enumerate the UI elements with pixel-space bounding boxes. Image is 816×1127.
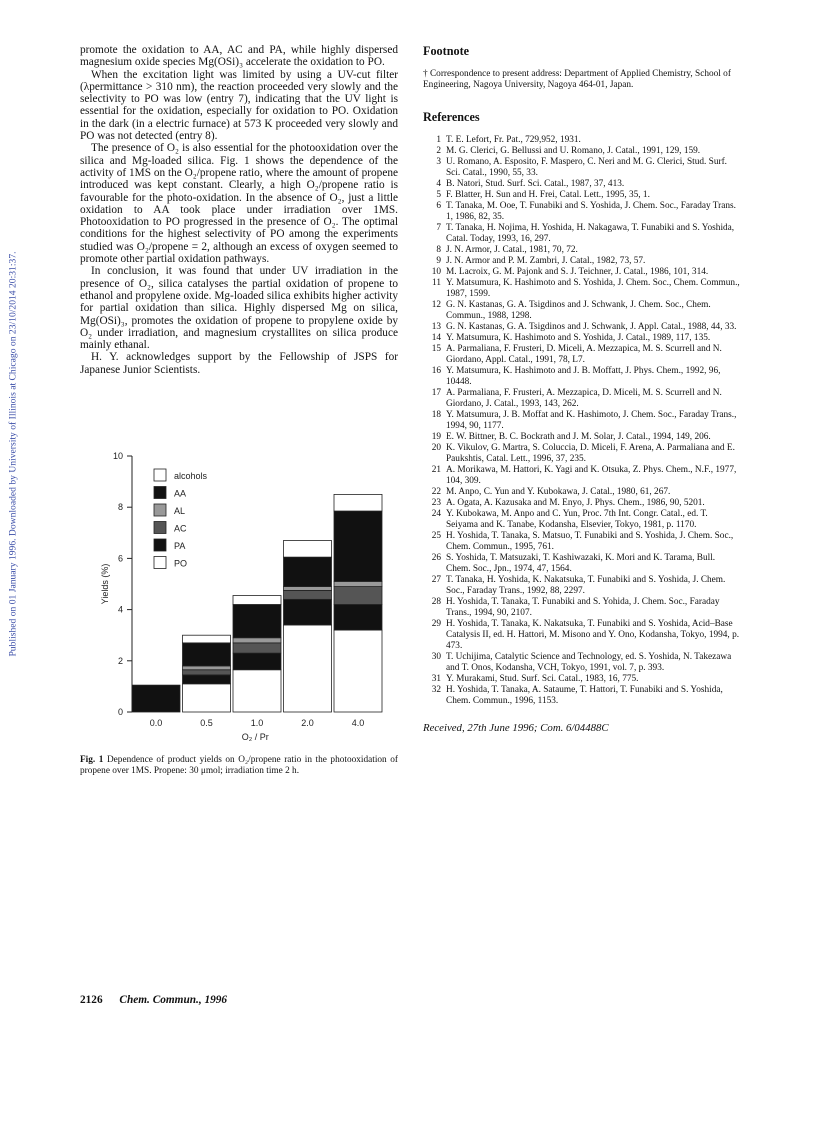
- y-tick-label: 10: [112, 451, 123, 461]
- page-footer: [80, 994, 227, 1006]
- reference-text: G. N. Kastanas, G. A. Tsigdinos and J. Schwank, J. Chem. Soc., Chem. Commun., 1988, 1298.: [446, 299, 711, 321]
- reference-number: 10: [431, 266, 441, 277]
- x-axis-label: O₂ / Pr: [241, 732, 269, 742]
- body-paragraph: The presence of O₂ is also essential for the photooxidation over the silica and Mg-loaded silica. Fig. 1 shows the dependence of the activity of 1MS on the O₂/propene ratio, where the amount of propene introduced was kept constant. Clearly, a high O₂/propene ratio is favourable for the photo-oxidation. In the absence of O₂, just a little oxidation to AA took place under irradiation over 1MS. Photooxidation to PO progressed in the presence of O₂. The optimal conditions for the highest selectivity of PO among the experiments studied was O₂/propene = 2, although an excess of oxygen seemed to promote other partial oxidation pathways.: [80, 142, 398, 266]
- reference-item: [423, 509, 741, 531]
- y-tick-label: 0: [117, 707, 123, 717]
- body-paragraph: In conclusion, it was found that under UV irradiation in the presence of O₂, silica catalyses the partial oxidation of propene to ethanol and propylene oxide. Mg-loaded silica exhibits higher activity for partial oxidation than silica. Highly dispersed Mg on silica, Mg(OSi)₃, promotes the oxidation of propene to propylene oxide by O₂ under irradiation, and magnesium crystallites on silica produce mainly ethanal.: [80, 265, 398, 352]
- reference-text: A. Ogata, A. Kazusaka and M. Enyo, J. Phys. Chem., 1986, 90, 5201.: [446, 497, 705, 508]
- footnote-heading: Footnote: [423, 44, 470, 58]
- reference-item: [423, 267, 741, 278]
- reference-text: J. N. Armor and P. M. Zambri, J. Catal., 1982, 73, 57.: [446, 255, 646, 266]
- bar-segment-aa: [334, 511, 382, 581]
- reference-number: 32: [431, 684, 441, 695]
- y-tick-label: 6: [117, 553, 123, 564]
- acknowledgement: H. Y. acknowledges support by the Fellowship of JSPS for Japanese Junior Scientists.: [80, 351, 398, 376]
- reference-text: S. Yoshida, T. Matsuzaki, T. Kashiwazaki, K. Mori and K. Tarama, Bull. Chem. Soc., Jpn., 1974, 47, 1564.: [446, 552, 716, 574]
- reference-item: [423, 190, 741, 201]
- bar-segment-ac: [233, 643, 281, 653]
- reference-text: M. Anpo, C. Yun and Y. Kubokawa, J. Catal., 1980, 61, 267.: [446, 486, 671, 497]
- reference-item: [423, 674, 741, 685]
- reference-item: [423, 619, 741, 652]
- legend-label: AL: [174, 506, 186, 516]
- reference-item: [423, 685, 741, 707]
- figure-caption-text: Dependence of product yields on O₂/propene ratio in the photooxidation of propene over 1MS. Propene: 30 μmol; irradiation time 2 h.: [80, 755, 398, 777]
- x-tick-label: 0.5: [200, 718, 213, 728]
- reference-item: [423, 146, 741, 157]
- reference-number: 12: [431, 299, 441, 310]
- reference-number: 16: [431, 365, 441, 376]
- reference-item: [423, 157, 741, 179]
- reference-text: T. Tanaka, M. Ooe, T. Funabiki and S. Yoshida, J. Chem. Soc., Faraday Trans. 1, 1986, 82, 35.: [446, 200, 736, 222]
- reference-text: J. N. Armor, J. Catal., 1981, 70, 72.: [446, 244, 578, 255]
- reference-text: A. Parmaliana, F. Frusteri, A. Mezzapica, D. Miceli, M. S. Scurrell and N. Giordano, J. Catal., 1993, 143, 262.: [446, 387, 722, 409]
- reference-item: [423, 179, 741, 190]
- reference-number: 22: [431, 486, 441, 497]
- y-tick-label: 8: [117, 502, 123, 513]
- reference-list: [423, 135, 741, 707]
- bar-segment-alcohols: [334, 494, 382, 511]
- footnote-text: † Correspondence to present address: Department of Applied Chemistry, School of Engineering, Nagoya University, Nagoya 464-01, Japan.: [423, 69, 731, 91]
- reference-item: [423, 597, 741, 619]
- reference-number: 15: [431, 343, 441, 354]
- reference-item: [423, 410, 741, 432]
- reference-number: 27: [431, 574, 441, 585]
- reference-number: 6: [436, 200, 441, 211]
- bar-segment-po: [183, 684, 231, 712]
- legend-label: AC: [174, 523, 187, 534]
- x-tick-label: 4.0: [351, 718, 365, 728]
- legend-swatch: [154, 539, 166, 551]
- bar-segment-po: [284, 625, 332, 712]
- download-watermark: [3, 244, 23, 664]
- reference-number: 30: [431, 651, 441, 662]
- bar-segment-alcohols: [233, 596, 281, 605]
- reference-text: T. Tanaka, H. Nojima, H. Yoshida, H. Nakagawa, T. Funabiki and S. Yoshida, Catal. Today, 1993, 16, 297.: [446, 222, 735, 244]
- reference-text: U. Romano, A. Esposito, F. Maspero, C. Neri and M. G. Clerici, Stud. Surf. Sci. Catal., 1990, 55, 33.: [446, 156, 727, 178]
- figure-1-chart: [80, 448, 398, 748]
- bar-segment-alcohols: [183, 635, 231, 643]
- y-axis-label: Yields (%): [100, 563, 110, 605]
- reference-number: 13: [431, 321, 441, 332]
- x-tick-label: 1.0: [250, 718, 264, 728]
- bar-segment-ac: [284, 590, 332, 599]
- references-heading: References: [423, 109, 480, 124]
- reference-text: T. Uchijima, Catalytic Science and Technology, ed. S. Yoshida, N. Takezawa and T. Onos, Kodansha, VCH, Tokyo, 1991, vol. 7, p. 393.: [446, 651, 732, 673]
- reference-number: 25: [431, 530, 441, 541]
- bar-segment-pa: [334, 604, 382, 630]
- bar-segment-ac: [183, 670, 231, 675]
- bar-segment-al: [334, 581, 382, 586]
- reference-number: 28: [431, 596, 441, 607]
- bar-segment-pa: [183, 675, 231, 684]
- legend-swatch: [154, 487, 166, 499]
- left-column: [80, 44, 398, 376]
- bar-segment-aa: [284, 557, 332, 586]
- reference-item: [423, 278, 741, 300]
- reference-text: M. G. Clerici, G. Bellussi and U. Romano, J. Catal., 1991, 129, 159.: [446, 145, 701, 156]
- reference-item: [423, 135, 741, 146]
- reference-text: E. W. Bittner, B. C. Bockrath and J. M. Solar, J. Catal., 1994, 149, 206.: [446, 431, 711, 442]
- reference-number: 26: [431, 552, 441, 563]
- reference-text: T. Tanaka, H. Yoshida, K. Nakatsuka, T. Funabiki and S. Yoshida, J. Chem. Soc., Faraday Trans., 1992, 88, 2297.: [446, 574, 726, 596]
- reference-item: [423, 432, 741, 443]
- reference-text: Y. Kubokawa, M. Anpo and C. Yun, Proc. 7th Int. Congr. Catal., ed. T. Seiyama and K. Tanabe, Kodansha, Elsevier, Tokyo, 1981, p. 1170.: [446, 508, 708, 530]
- reference-number: 5: [436, 189, 441, 200]
- reference-item: [423, 388, 741, 410]
- received-line: Received, 27th June 1996; Com. 6/04488C: [423, 721, 609, 734]
- reference-number: 4: [436, 178, 441, 189]
- legend-label: PA: [174, 541, 186, 551]
- reference-text: Y. Matsumura, K. Hashimoto and J. B. Moffatt, J. Phys. Chem., 1992, 96, 10448.: [446, 365, 721, 387]
- bar-segment-aa: [132, 685, 180, 712]
- reference-number: 14: [431, 332, 441, 343]
- reference-text: G. N. Kastanas, G. A. Tsigdinos and J. Schwank, J. Appl. Catal., 1988, 44, 33.: [446, 321, 737, 332]
- reference-item: [423, 575, 741, 597]
- reference-item: [423, 201, 741, 223]
- reference-text: A. Parmaliana, F. Frusteri, D. Miceli, A. Mezzapica, M. S. Scurrell and N. Giordano, Appl. Catal., 1991, 78, L7.: [446, 343, 722, 365]
- y-tick-label: 2: [117, 655, 123, 666]
- reference-item: [423, 487, 741, 498]
- bar-segment-alcohols: [284, 540, 332, 557]
- reference-number: 17: [431, 387, 441, 398]
- reference-text: Y. Matsumura, K. Hashimoto and S. Yoshida, J. Chem. Soc., Chem. Commun., 1987, 1599.: [446, 277, 740, 299]
- reference-item: [423, 322, 741, 333]
- bar-segment-pa: [233, 653, 281, 670]
- journal-name: Chem. Commun., 1996: [119, 994, 228, 1006]
- reference-item: [423, 652, 741, 674]
- reference-number: 24: [431, 508, 441, 519]
- reference-text: H. Yoshida, T. Tanaka, T. Funabiki and S. Yohida, J. Chem. Soc., Faraday Trans., 1994, 90, 2107.: [446, 596, 720, 618]
- reference-number: 20: [431, 442, 441, 453]
- reference-item: [423, 223, 741, 245]
- reference-number: 1: [436, 134, 441, 145]
- reference-item: [423, 256, 741, 267]
- page-number: 2126: [80, 994, 103, 1006]
- x-tick-label: 2.0: [301, 718, 314, 728]
- reference-text: T. E. Lefort, Fr. Pat., 729,952, 1931.: [446, 134, 581, 145]
- legend-label: PO: [174, 558, 188, 569]
- bar-segment-po: [233, 670, 281, 712]
- reference-item: [423, 465, 741, 487]
- bar-segment-aa: [233, 604, 281, 637]
- legend-swatch: [154, 557, 166, 569]
- reference-text: A. Morikawa, M. Hattori, K. Yagi and K. Otsuka, Z. Phys. Chem., N.F., 1977, 104, 309.: [446, 464, 737, 486]
- reference-number: 3: [436, 156, 441, 167]
- reference-item: [423, 344, 741, 366]
- legend-label: alcohols: [174, 471, 208, 481]
- reference-item: [423, 553, 741, 575]
- reference-item: [423, 300, 741, 322]
- download-watermark-text: Published on 01 January 1996. Downloaded by University of Illinois at Chicago on 23/10/2014 20:31:37.: [7, 251, 19, 657]
- figure-caption: [80, 755, 398, 777]
- y-tick-label: 4: [117, 604, 123, 615]
- bar-segment-al: [183, 666, 231, 670]
- reference-text: H. Yoshida, T. Tanaka, A. Sataume, T. Hattori, T. Funabiki and S. Yoshida, Chem. Commun., 1996, 1153.: [446, 684, 723, 706]
- right-column: [423, 44, 741, 734]
- reference-item: [423, 531, 741, 553]
- legend-swatch: [154, 469, 166, 481]
- bar-segment-al: [233, 638, 281, 643]
- reference-number: 19: [431, 431, 441, 442]
- reference-text: K. Vikulov, G. Martra, S. Coluccia, D. Miceli, F. Arena, A. Parmaliana and E. Paukshtis, Catal. Lett., 1996, 37, 235.: [446, 442, 735, 464]
- reference-number: 18: [431, 409, 441, 420]
- reference-number: 21: [431, 464, 441, 475]
- reference-text: Y. Matsumura, K. Hashimoto and S. Yoshida, J. Catal., 1989, 117, 135.: [446, 332, 711, 343]
- reference-text: B. Natori, Stud. Surf. Sci. Catal., 1987, 37, 413.: [446, 178, 625, 189]
- reference-item: [423, 245, 741, 256]
- bar-segment-pa: [284, 599, 332, 625]
- x-tick-label: 0.0: [149, 718, 163, 728]
- reference-text: F. Blatter, H. Sun and H. Frei, Catal. Lett., 1995, 35, 1.: [446, 189, 650, 200]
- bar-segment-al: [284, 587, 332, 591]
- reference-number: 31: [431, 673, 441, 684]
- legend-swatch: [154, 504, 166, 516]
- reference-number: 29: [431, 618, 441, 629]
- bar-segment-aa: [183, 643, 231, 666]
- reference-text: M. Lacroix, G. M. Pajonk and S. J. Teichner, J. Catal., 1986, 101, 314.: [446, 266, 709, 277]
- reference-text: Y. Matsumura, J. B. Moffat and K. Hashimoto, J. Chem. Soc., Faraday Trans., 1994, 90, 1177.: [446, 409, 737, 431]
- reference-number: 2: [436, 145, 441, 156]
- legend-swatch: [154, 522, 166, 534]
- reference-text: Y. Murakami, Stud. Surf. Sci. Catal., 1983, 16, 775.: [446, 673, 639, 684]
- bar-segment-po: [334, 630, 382, 712]
- reference-number: 7: [436, 222, 441, 233]
- reference-number: 8: [436, 244, 441, 255]
- reference-text: H. Yoshida, T. Tanaka, S. Matsuo, T. Funabiki and S. Yoshida, J. Chem. Soc., Chem. Commun., 1995, 761.: [446, 530, 734, 552]
- reference-number: 11: [432, 277, 441, 288]
- reference-item: [423, 443, 741, 465]
- reference-item: [423, 498, 741, 509]
- reference-number: 9: [436, 255, 441, 266]
- stacked-bar-chart: [80, 448, 398, 748]
- reference-number: 23: [431, 497, 441, 508]
- reference-item: [423, 333, 741, 344]
- reference-item: [423, 366, 741, 388]
- reference-text: H. Yoshida, T. Tanaka, K. Nakatsuka, T. Funabiki and S. Yoshida, Acid–Base Catalysis II, ed. H. Hattori, M. Misono and Y. Ono, Kodansha, Tokyo, 1994, p. 473.: [446, 618, 740, 651]
- figure-label: Fig. 1: [80, 755, 104, 765]
- legend-label: AA: [174, 488, 187, 499]
- body-paragraph: When the excitation light was limited by using a UV-cut filter (λpermittance > 310 nm), the reaction proceeded very slowly and the selectivity to PO was low (entry 7), indicating that the UV light is essential for the oxidation, especially for oxidation to PO. Oxidation in the dark (in a electric furnace) at 573 K proceeded very slowly and PO was not detected (entry 8).: [80, 68, 398, 143]
- body-paragraph: promote the oxidation to AA, AC and PA, while highly dispersed magnesium oxide species Mg(OSi)₃ accelerate the oxidation to PO.: [80, 44, 398, 69]
- bar-segment-ac: [334, 587, 382, 605]
